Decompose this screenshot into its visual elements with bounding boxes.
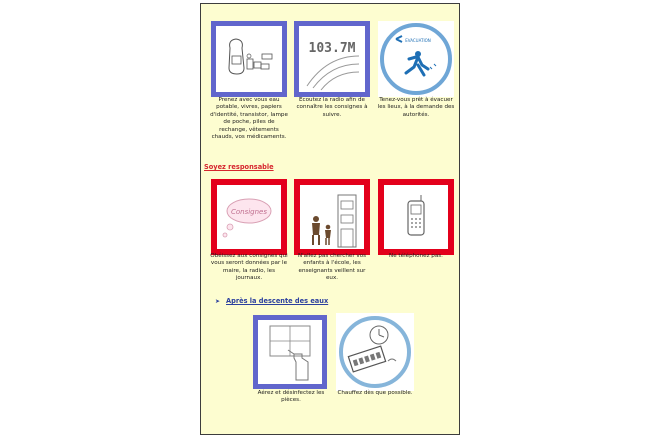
- card-radio-caption: Ecoutez la radio afin de connaître les consignes à suivre.: [296, 97, 368, 118]
- card-school-image: [294, 179, 370, 255]
- section-title-after-text: Après la descente des eaux: [226, 297, 329, 305]
- speech-bubble-icon: [217, 185, 281, 249]
- card-radio-image: [294, 21, 370, 97]
- backpack-icon: [216, 26, 282, 92]
- bullet-arrow-icon: ➤: [215, 298, 221, 305]
- evacuation-sign-text: EVACUATION: [405, 38, 431, 43]
- card-kit-caption: Prenez avec vous eau potable, vivres, papiers d'identité, transistor, lampe de poche, piles de rechange, vêtements chauds, vos médicaments.: [210, 97, 288, 141]
- section-title-responsible: Soyez responsable: [204, 163, 274, 171]
- document-page: [200, 3, 460, 435]
- card-clean-image: [253, 315, 327, 389]
- instructions-bubble-text: Consignes: [230, 208, 268, 216]
- card-clean-caption: Aérez et désinfectez les pièces.: [257, 390, 325, 404]
- thermostat-clock-icon: [336, 313, 414, 391]
- card-instructions-image: [211, 179, 287, 255]
- card-kit-image: [211, 21, 287, 97]
- evacuation-icon: [378, 21, 454, 97]
- card-evacuate-caption: Tenez-vous prêt à évacuer les lieux, à la demande des autorités.: [377, 97, 455, 118]
- card-heat-caption: Chauffez dès que possible.: [337, 390, 413, 396]
- card-evacuate-image: [378, 21, 454, 97]
- radio-icon: [299, 26, 365, 92]
- radio-frequency-display: 103.7M: [308, 41, 356, 56]
- card-instructions-caption: Obéissez aux consignes qui vous seront données par le maire, la radio, les journaux.: [210, 253, 288, 282]
- card-heat-image: [336, 313, 414, 391]
- card-school-caption: N'allez pas chercher vos enfants à l'école, les enseignants veillent sur eux.: [297, 253, 367, 282]
- section-title-after: [215, 297, 328, 305]
- card-phone-image: [378, 179, 454, 255]
- card-phone-caption: Ne téléphonez pas.: [389, 253, 443, 259]
- school-children-icon: [300, 185, 364, 249]
- mobile-phone-icon: [384, 185, 448, 249]
- cleaning-window-icon: [258, 320, 322, 384]
